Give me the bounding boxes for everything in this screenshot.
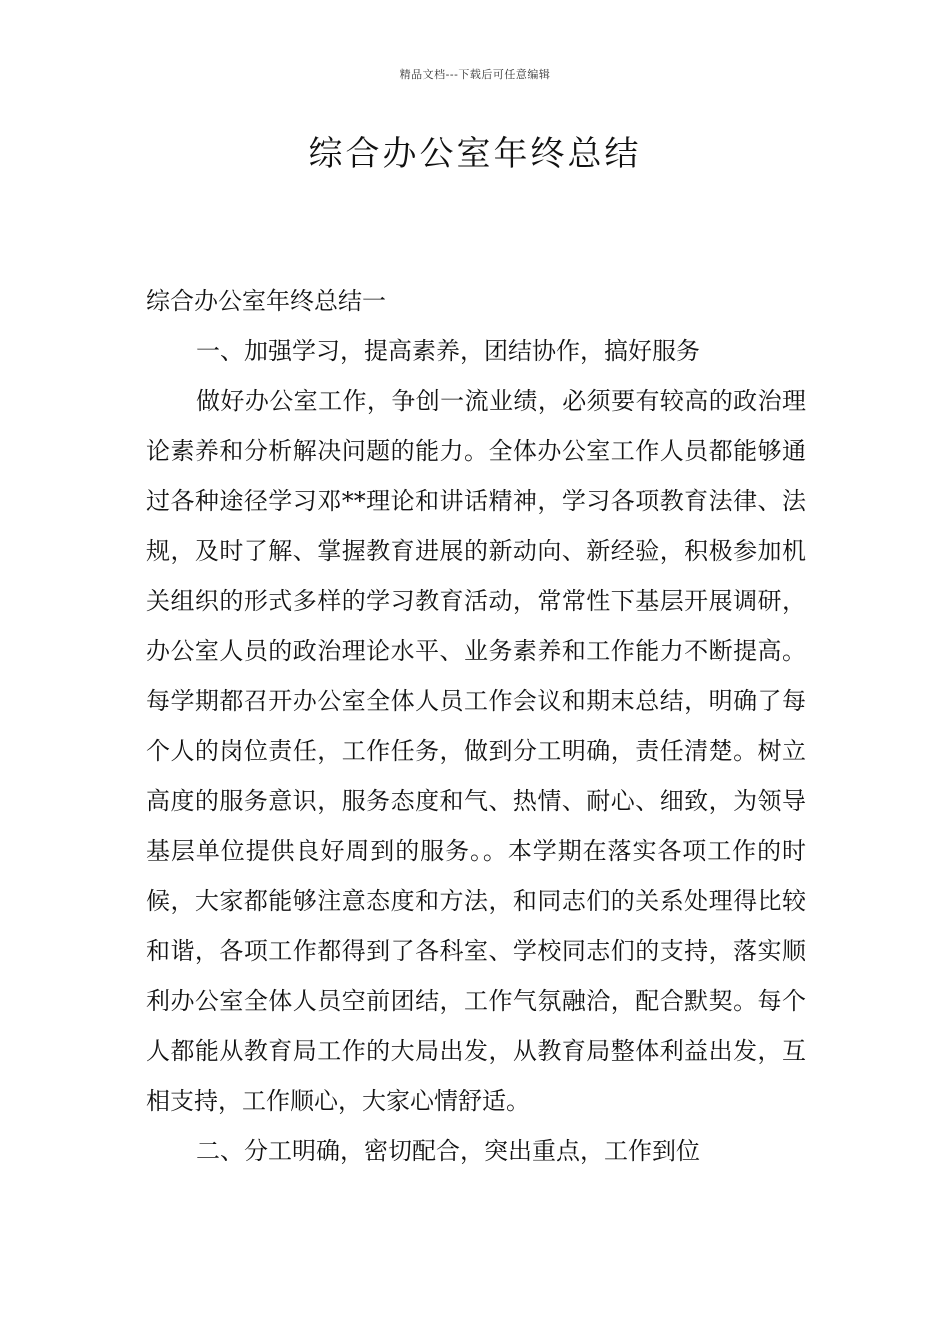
document-subtitle: 综合办公室年终总结一 bbox=[146, 287, 386, 315]
document-body bbox=[146, 276, 806, 1176]
section-heading-1: 一、加强学习，提高素养，团结协作，搞好服务 bbox=[196, 337, 700, 365]
body-paragraph-1: 做好办公室工作，争创一流业绩，必须要有较高的政治理论素养和分析解决问题的能力。全体办公室工作人员都能够通过各种途径学习邓**理论和讲话精神，学习各项教育法律、法规，及时了解、掌握教育进展的新动向、新经验，积极参加机关组织的形式多样的学习教育活动，常常性下基层开展调研，办公室人员的政治理论水平、业务素养和工作能力不断提高。每学期都召开办公室全体人员工作会议和期末总结，明确了每个人的岗位责任，工作任务，做到分工明确，责任清楚。树立高度的服务意识，服务态度和气、热情、耐心、细致，为领导基层单位提供良好周到的服务。。本学期在落实各项工作的时候，大家都能够注意态度和方法，和同志们的关系处理得比较和谐，各项工作都得到了各科室、学校同志们的支持，落实顺利办公室全体人员空前团结，工作气氛融洽，配合默契。每个人都能从教育局工作的大局出发，从教育局整体利益出发，互相支持，工作顺心，大家心情舒适。 bbox=[146, 387, 806, 1115]
section-heading-2: 二、分工明确，密切配合，突出重点，工作到位 bbox=[196, 1137, 700, 1165]
document-title: 综合办公室年终总结 bbox=[308, 134, 642, 174]
header-note: 精品文档---下载后可任意编辑 bbox=[399, 68, 551, 81]
